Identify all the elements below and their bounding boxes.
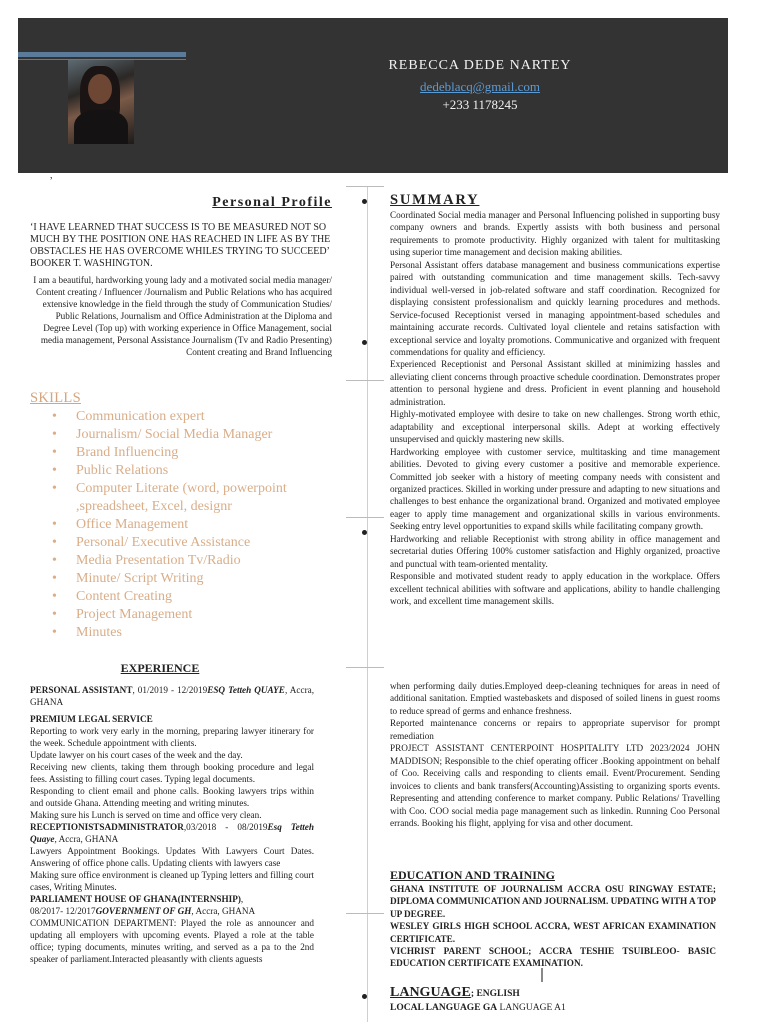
experience-section bbox=[30, 684, 314, 965]
job-header: PARLIAMENT HOUSE OF GHANA(INTERNSHIP), 08/2017- 12/2017GOVERNMENT OF GH, Accra, GHANA bbox=[30, 894, 256, 916]
bullet-icon: • bbox=[52, 481, 57, 496]
summary-paragraph: Responsible and motivated student ready to apply education in the workplace. Offers excellent technical abilities with software and applications, ability to handle challenging work, and excellent time management skills. bbox=[390, 571, 720, 607]
skill-item: • Media Presentation Tv/Radio bbox=[52, 553, 241, 568]
bullet-icon: • bbox=[52, 607, 57, 622]
duty-line: COMMUNICATION DEPARTMENT: Played the role as announcer and updating all employers with upcoming events. Played a role at the table office; typing documents, minutes writing, and served as a pa to the 2nd speaker of parliament.Interacted pleasantly with clients aguests bbox=[30, 918, 314, 964]
skill-item: • Office Management bbox=[52, 517, 189, 532]
skills-list bbox=[48, 408, 338, 642]
stray-comma: , bbox=[50, 170, 53, 181]
skill-item: • Minutes bbox=[52, 625, 122, 640]
summary-paragraph: PROJECT ASSISTANT CENTERPOINT HOSPITALITY LTD 2023/2024 JOHN MADDISON; Responsible to the chief operating officer .Booking appointment on behalf of Coo. Receiving calls and responding to clients email. Event/Procurement. Sending invoices to clients and bank transfers(Accounting)Assisting to organizing sports events. Representing and attending conference to market company. Public Relations/ Travelling with Coo. COO social media page management such as linkedin. Running Coo Personal errands. Booking his flight, applying for visa and other document. bbox=[390, 743, 720, 828]
skill-item: • Communication expert bbox=[52, 409, 205, 424]
bullet-icon: • bbox=[52, 535, 57, 550]
education-item: WESLEY GIRLS HIGH SCHOOL ACCRA, WEST AFRICAN EXAMINATION CERTIFICATE. bbox=[390, 921, 716, 944]
photo-body bbox=[74, 110, 128, 144]
bullet-icon: • bbox=[52, 553, 57, 568]
email-link[interactable]: dedeblacq@gmail.com bbox=[420, 79, 540, 94]
duty-line: Receiving new clients, taking them through booking procedure and legal fees. Assisting to filling court cases. Typing legal documents. bbox=[30, 762, 314, 784]
text-cursor bbox=[541, 968, 543, 982]
timeline-dot bbox=[362, 340, 367, 345]
skill-item: • Content Creating bbox=[52, 589, 173, 604]
duty-line: Responding to client email and phone calls. Booking lawyers trips within and outside Ghana. Attending meeting and writing minutes. bbox=[30, 786, 314, 808]
profile-title: Personal Profile bbox=[212, 195, 332, 210]
summary-paragraph: Coordinated Social media manager and Personal Influencing polished in supporting busy company owners and brands. Expertly assists with both business and personal requirements to promote productivity. Highly organized with talent for multitasking using superior time management and decision making abilities. bbox=[390, 210, 720, 258]
profile-text: I am a beautiful, hardworking young lady and a motivated social media manager/ Content creating / Influencer /Journalism and Public Relations who has acquired extensive knowledge in the field through the study of Communication Studies/ Public Relations, Journalism and Office Administration at the Diploma and Degree Level (Top up) with working experience in Office Management, social media management, Personal Assistance Journalism (Tv and Radio Presenting) Content creating and Brand Influencing bbox=[33, 275, 332, 357]
skill-item: • Computer Literate (word, powerpoint ,spreadsheet, Excel, designr bbox=[52, 481, 287, 514]
timeline-tick bbox=[346, 186, 384, 187]
summary-paragraph: Experienced Receptionist and Personal Assistant skilled at minimizing hassles and alleviating client concerns through proactive schedule coordination. Demonstrates proper attention to personal hygiene and dress. Proficient in event planning and household administration. bbox=[390, 359, 720, 407]
experience-title: EXPERIENCE bbox=[120, 661, 200, 675]
bullet-icon: • bbox=[52, 625, 57, 640]
bullet-icon: • bbox=[52, 427, 57, 442]
resume-header bbox=[18, 18, 728, 173]
timeline-tick bbox=[346, 667, 384, 668]
bullet-icon: • bbox=[52, 463, 57, 478]
skill-item: • Journalism/ Social Media Manager bbox=[52, 427, 273, 442]
bullet-icon: • bbox=[52, 409, 57, 424]
summary-paragraph: Personal Assistant offers database management and business communications expertise paired with outstanding communication and time management skills. Tech-savvy individual well-versed in job-related software and staff coordination. Recognized for displaying consistent professionalism and quickly learning procedures and methods. Service-focused Receptionist versed in managing appointment-based schedules and maintaining accurate records. Cultivated loyal clientele and retains satisfaction with exceptional service and loyalty promotions. Communicative and organized with frequent commendations for quality and efficiency. bbox=[390, 259, 720, 357]
bullet-icon: • bbox=[52, 517, 57, 532]
profile-quote: ‘I HAVE LEARNED THAT SUCCESS IS TO BE MEASURED NOT SO MUCH BY THE POSITION ONE HAS REACHED IN LIFE AS BY THE OBSTACLES HE HAS OVERCOME WHILES TRYING TO SUCCEED’ BOOKER T. WASHINGTON. bbox=[30, 222, 331, 269]
photo-face bbox=[88, 74, 112, 104]
timeline-dot bbox=[362, 994, 367, 999]
duty-line: Lawyers Appointment Bookings. Updates With Lawyers Court Dates. Answering of office phone calls. Updating clients with lawyers case bbox=[30, 846, 314, 868]
summary-paragraph: Hardworking and reliable Receptionist with strong ability in office management and secretarial duties Offering 100% customer satisfaction and Highly organized, proactive and punctual with team-oriented mentality. bbox=[390, 533, 720, 569]
job-header: RECEPTIONISTSADMINISTRATOR,03/2018 - 08/2019Esq Tetteh Quaye, Accra, GHANA bbox=[30, 822, 314, 844]
education-title: EDUCATION AND TRAINING bbox=[390, 868, 555, 882]
duty-line: Update lawyer on his court cases of the week and the day. bbox=[30, 750, 243, 760]
timeline-tick bbox=[346, 517, 384, 518]
education-section bbox=[390, 883, 716, 970]
skills-title: SKILLS bbox=[30, 390, 81, 406]
timeline-tick bbox=[346, 380, 384, 381]
summary-paragraph: when performing daily duties.Employed deep-cleaning techniques for areas in need of additional sanitation. Emptied wastebaskets and disposed of soiled linens in guest rooms to reduce spread of germs and enhance freshness. bbox=[390, 681, 720, 716]
job-header: PERSONAL ASSISTANT, 01/2019 - 12/2019ESQ Tetteh QUAYE, Accra, GHANA bbox=[30, 685, 314, 707]
candidate-name: REBECCA DEDE NARTEY bbox=[388, 58, 572, 73]
language-line: LOCAL LANGUAGE GA LANGUAGE A1 bbox=[390, 1003, 566, 1013]
summary-paragraph: Reported maintenance concerns or repairs to appropriate supervisor for prompt remediation bbox=[390, 718, 720, 741]
skill-item: • Brand Influencing bbox=[52, 445, 179, 460]
header-accent-bar bbox=[18, 52, 186, 57]
summary-paragraph: Highly-motivated employee with desire to take on new challenges. Strong worth ethic, adaptability and exceptional interpersonal skills. Adept at working effectively unsupervised and quickly mastering new skills. bbox=[390, 409, 720, 445]
timeline-dot bbox=[362, 530, 367, 535]
skill-item: • Public Relations bbox=[52, 463, 169, 478]
summary-section bbox=[390, 209, 720, 608]
duty-line: Reporting to work very early in the morning, preparing lawyer itinerary for the week. Schedule appointment with clients. bbox=[30, 726, 314, 748]
timeline-line bbox=[367, 186, 368, 1022]
summary-continuation bbox=[390, 680, 720, 829]
duty-line: Making sure office environment is cleaned up Typing letters and filling court cases, Writing Minutes. bbox=[30, 870, 314, 892]
summary-title: SUMMARY bbox=[390, 192, 480, 208]
education-item: GHANA INSTITUTE OF JOURNALISM ACCRA OSU RINGWAY ESTATE; DIPLOMA COMMUNICATION AND JOURNALISM. UPDATING WITH A TOP UP DEGREE. bbox=[390, 884, 716, 919]
timeline-dot bbox=[362, 199, 367, 204]
language-heading: LANGUAGE; ENGLISH bbox=[390, 985, 520, 1000]
employer-title: PREMIUM LEGAL SERVICE bbox=[30, 714, 153, 724]
skill-item: • Minute/ Script Writing bbox=[52, 571, 204, 586]
profile-photo bbox=[68, 60, 134, 144]
duty-line: Making sure his Lunch is served on time and office very clean. bbox=[30, 810, 262, 820]
bullet-icon: • bbox=[52, 589, 57, 604]
education-item: VICHRIST PARENT SCHOOL; ACCRA TESHIE TSUIBLEOO- BASIC EDUCATION CERTIFICATE EXAMINATION. bbox=[390, 946, 716, 969]
bullet-icon: • bbox=[52, 445, 57, 460]
summary-paragraph: Hardworking employee with customer service, multitasking and time management abilities. Devoted to giving every customer a positive and memorable experience. Committed job seeker with a history of meeting company needs with consistent and organized practices. Skilled in working under pressure and adapting to new situations and challenges to best enhance the organizational brand. Organized and motivated employee eager to apply time management and organizational skills in various environments. Seeking entry level opportunities to expand skills while facilitating company growth. bbox=[390, 446, 720, 532]
bullet-icon: • bbox=[52, 571, 57, 586]
phone-number: +233 1178245 bbox=[442, 97, 518, 112]
skill-item: • Personal/ Executive Assistance bbox=[52, 535, 251, 550]
timeline-tick bbox=[346, 913, 384, 914]
skill-item: • Project Management bbox=[52, 607, 193, 622]
